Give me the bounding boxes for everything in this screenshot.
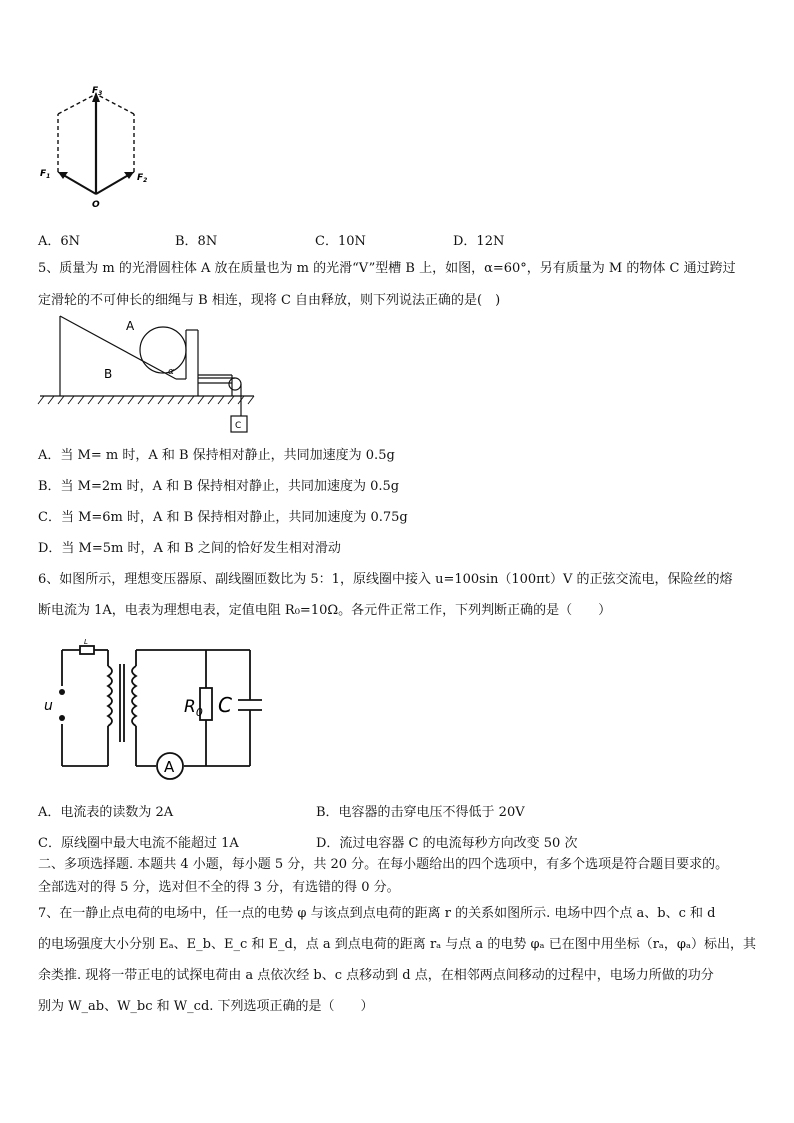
svg-text:R0: $R_0$ — [184, 697, 203, 719]
capacitor-label: C — [218, 693, 232, 717]
voltage-label: u — [44, 698, 53, 714]
svg-text:F1: $F_1$ — [40, 169, 51, 180]
transformer-circuit-diagram — [42, 638, 282, 786]
f2-vector — [96, 173, 132, 194]
r0-label: R — [184, 697, 196, 717]
section2-heading-line1: 二、多项选择题. 本题共 4 小题，每小题 5 分，共 20 分。在每小题给出的四个选项中，有多个选项是符合题目要求的。 — [38, 857, 729, 872]
f2-label: F — [137, 173, 144, 183]
q6-option-a: A．电流表的读数为 2A — [38, 805, 174, 820]
q6-option-c: C．原线圈中最大电流不能超过 1A — [38, 836, 239, 851]
q5-stem-line1: 5、质量为 m 的光滑圆柱体 A 放在质量也为 m 的光滑“V”型槽 B 上，如图，α=60°，另有质量为 M 的物体 C 通过跨过 — [38, 261, 736, 276]
q4-option-b: B．8N — [175, 234, 218, 249]
q5-stem-line2: 定滑轮的不可伸长的细绳与 B 相连，现将 C 自由释放，则下列说法正确的是( ) — [38, 293, 501, 308]
q5-option-c: C．当 M=6m 时，A 和 B 保持相对静止，共同加速度为 0.75g — [38, 510, 408, 525]
q6-stem-line1: 6、如图所示，理想变压器原、副线圈匝数比为 5：1，原线圈中接入 u=100sin（100πt）V 的正弦交流电，保险丝的熔 — [38, 572, 733, 587]
q7-stem-line2: 的电场强度大小分别 Eₐ、E_b、E_c 和 E_d，点 a 到点电荷的距离 rₐ 与点 a 的电势 φₐ 已在图中用坐标（rₐ，φₐ）标出，其 — [38, 937, 757, 952]
q4-option-c: C．10N — [315, 234, 366, 249]
q5-option-b: B．当 M=2m 时，A 和 B 保持相对静止，共同加速度为 0.5g — [38, 479, 400, 494]
label-alpha: α — [168, 367, 174, 377]
label-a: A — [126, 319, 135, 333]
q6-option-b: B．电容器的击穿电压不得低于 20V — [316, 805, 525, 820]
f1-label: F — [40, 169, 47, 179]
v-groove-diagram — [36, 312, 266, 440]
q4-option-a: A．6N — [38, 234, 81, 249]
force-diagram — [36, 84, 156, 214]
q6-option-d: D．流过电容器 C 的电流每秒方向改变 50 次 — [316, 836, 578, 851]
q5-option-a: A．当 M= m 时，A 和 B 保持相对静止，共同加速度为 0.5g — [38, 448, 395, 463]
q5-option-d: D．当 M=5m 时，A 和 B 之间的恰好发生相对滑动 — [38, 541, 341, 556]
fuse-label: L — [84, 638, 88, 646]
label-b: B — [104, 367, 113, 381]
svg-text:F2: $F_2$ — [137, 173, 148, 184]
q7-stem-line3: 余类推. 现将一带正电的试探电荷由 a 点依次经 b、c 点移动到 d 点，在相邻两点间移动的过程中，电场力所做的功分 — [38, 968, 714, 983]
q7-stem-line4: 别为 W_ab、W_bc 和 W_cd. 下列选项正确的是（ ） — [38, 999, 374, 1014]
f2-arrowhead — [124, 172, 134, 179]
cylinder-a — [140, 327, 186, 373]
pulley — [229, 378, 241, 390]
f3-label: F — [92, 86, 99, 96]
origin-label: O — [92, 200, 100, 210]
q7-stem-line1: 7、在一静止点电荷的电场中，任一点的电势 φ 与该点到点电荷的距离 r 的关系如图所示. 电场中四个点 a、b、c 和 d — [38, 906, 716, 921]
f1-vector — [60, 173, 96, 194]
f1-arrowhead — [58, 172, 68, 179]
svg-text:F3: $F_3$ — [92, 86, 103, 97]
label-c: C — [235, 421, 242, 431]
q6-stem-line2: 断电流为 1A，电表为理想电表，定值电阻 R₀=10Ω。各元件正常工作，下列判断正确的是（ ） — [38, 603, 612, 618]
fuse — [80, 646, 94, 654]
section2-heading-line2: 全部选对的得 5 分，选对但不全的得 3 分，有选错的得 0 分。 — [38, 880, 400, 895]
ammeter-label: A — [164, 758, 175, 776]
q4-option-d: D．12N — [453, 234, 505, 249]
